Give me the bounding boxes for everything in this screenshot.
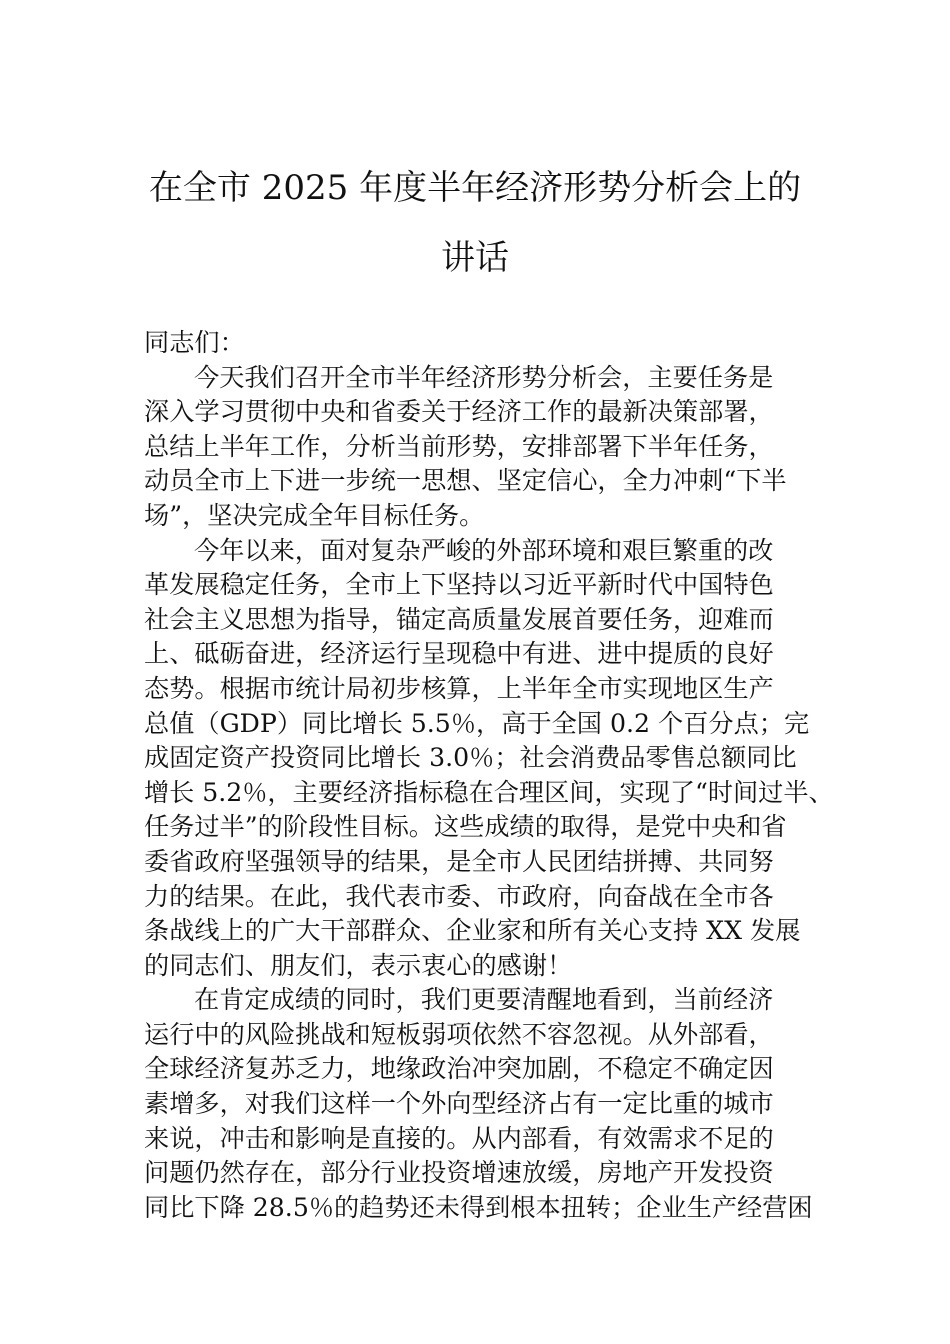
document-title-line-1: 在全市 2025 年度半年经济形势分析会上的 xyxy=(148,168,802,208)
body-text-line: 同志们： xyxy=(144,328,245,357)
body-text-line: 问题仍然存在，部分行业投资增速放缓，房地产开发投资 xyxy=(144,1158,774,1188)
body-text-line: 成固定资产投资同比增长 3.0％；社会消费品零售总额同比 xyxy=(144,743,797,773)
body-text-line: 力的结果。在此，我代表市委、市政府，向奋战在全市各 xyxy=(144,881,774,911)
body-text-line: 总结上半年工作，分析当前形势，安排部署下半年任务， xyxy=(144,431,774,461)
body-text-line: 的同志们、朋友们，表示衷心的感谢！ xyxy=(144,950,573,980)
body-text-line: 运行中的风险挑战和短板弱项依然不容忽视。从外部看， xyxy=(144,1019,774,1049)
body-text-line: 态势。根据市统计局初步核算，上半年全市实现地区生产 xyxy=(144,673,774,703)
body-text-line: 来说，冲击和影响是直接的。从内部看，有效需求不足的 xyxy=(144,1123,774,1153)
body-text-line: 动员全市上下进一步统一思想、坚定信心，全力冲刺“下半 xyxy=(144,466,787,496)
body-text-line: 增长 5.2％，主要经济指标稳在合理区间，实现了“时间过半、 xyxy=(144,777,834,807)
body-text-line: 社会主义思想为指导，锚定高质量发展首要任务，迎难而 xyxy=(144,604,774,634)
body-text-line: 全球经济复苏乏力，地缘政治冲突加剧，不稳定不确定因 xyxy=(144,1054,774,1084)
document-body xyxy=(144,326,834,1225)
body-text-line: 今年以来，面对复杂严峻的外部环境和艰巨繁重的改 xyxy=(194,535,774,565)
body-text-line: 委省政府坚强领导的结果，是全市人民团结拼搏、共同努 xyxy=(144,846,774,876)
body-text-line: 上、砥砺奋进，经济运行呈现稳中有进、进中提质的良好 xyxy=(144,639,774,669)
body-text-line: 在肯定成绩的同时，我们更要清醒地看到，当前经济 xyxy=(194,985,774,1015)
body-text-line: 任务过半”的阶段性目标。这些成绩的取得，是党中央和省 xyxy=(144,812,787,842)
body-text-line: 条战线上的广大干部群众、企业家和所有关心支持 XX 发展 xyxy=(144,916,801,946)
body-text-line: 总值（GDP）同比增长 5.5％，高于全国 0.2 个百分点；完 xyxy=(144,708,810,738)
body-text-line: 今天我们召开全市半年经济形势分析会，主要任务是 xyxy=(194,362,774,392)
body-text-line: 场”，坚决完成全年目标任务。 xyxy=(144,500,485,530)
body-text-line: 同比下降 28.5％的趋势还未得到根本扭转；企业生产经营困 xyxy=(144,1192,813,1222)
body-text-line: 革发展稳定任务，全市上下坚持以习近平新时代中国特色 xyxy=(144,570,774,600)
body-text-line: 素增多，对我们这样一个外向型经济占有一定比重的城市 xyxy=(144,1089,774,1119)
body-text-line: 深入学习贯彻中央和省委关于经济工作的最新决策部署， xyxy=(144,397,774,427)
document-title-line-2: 讲话 xyxy=(441,238,509,278)
